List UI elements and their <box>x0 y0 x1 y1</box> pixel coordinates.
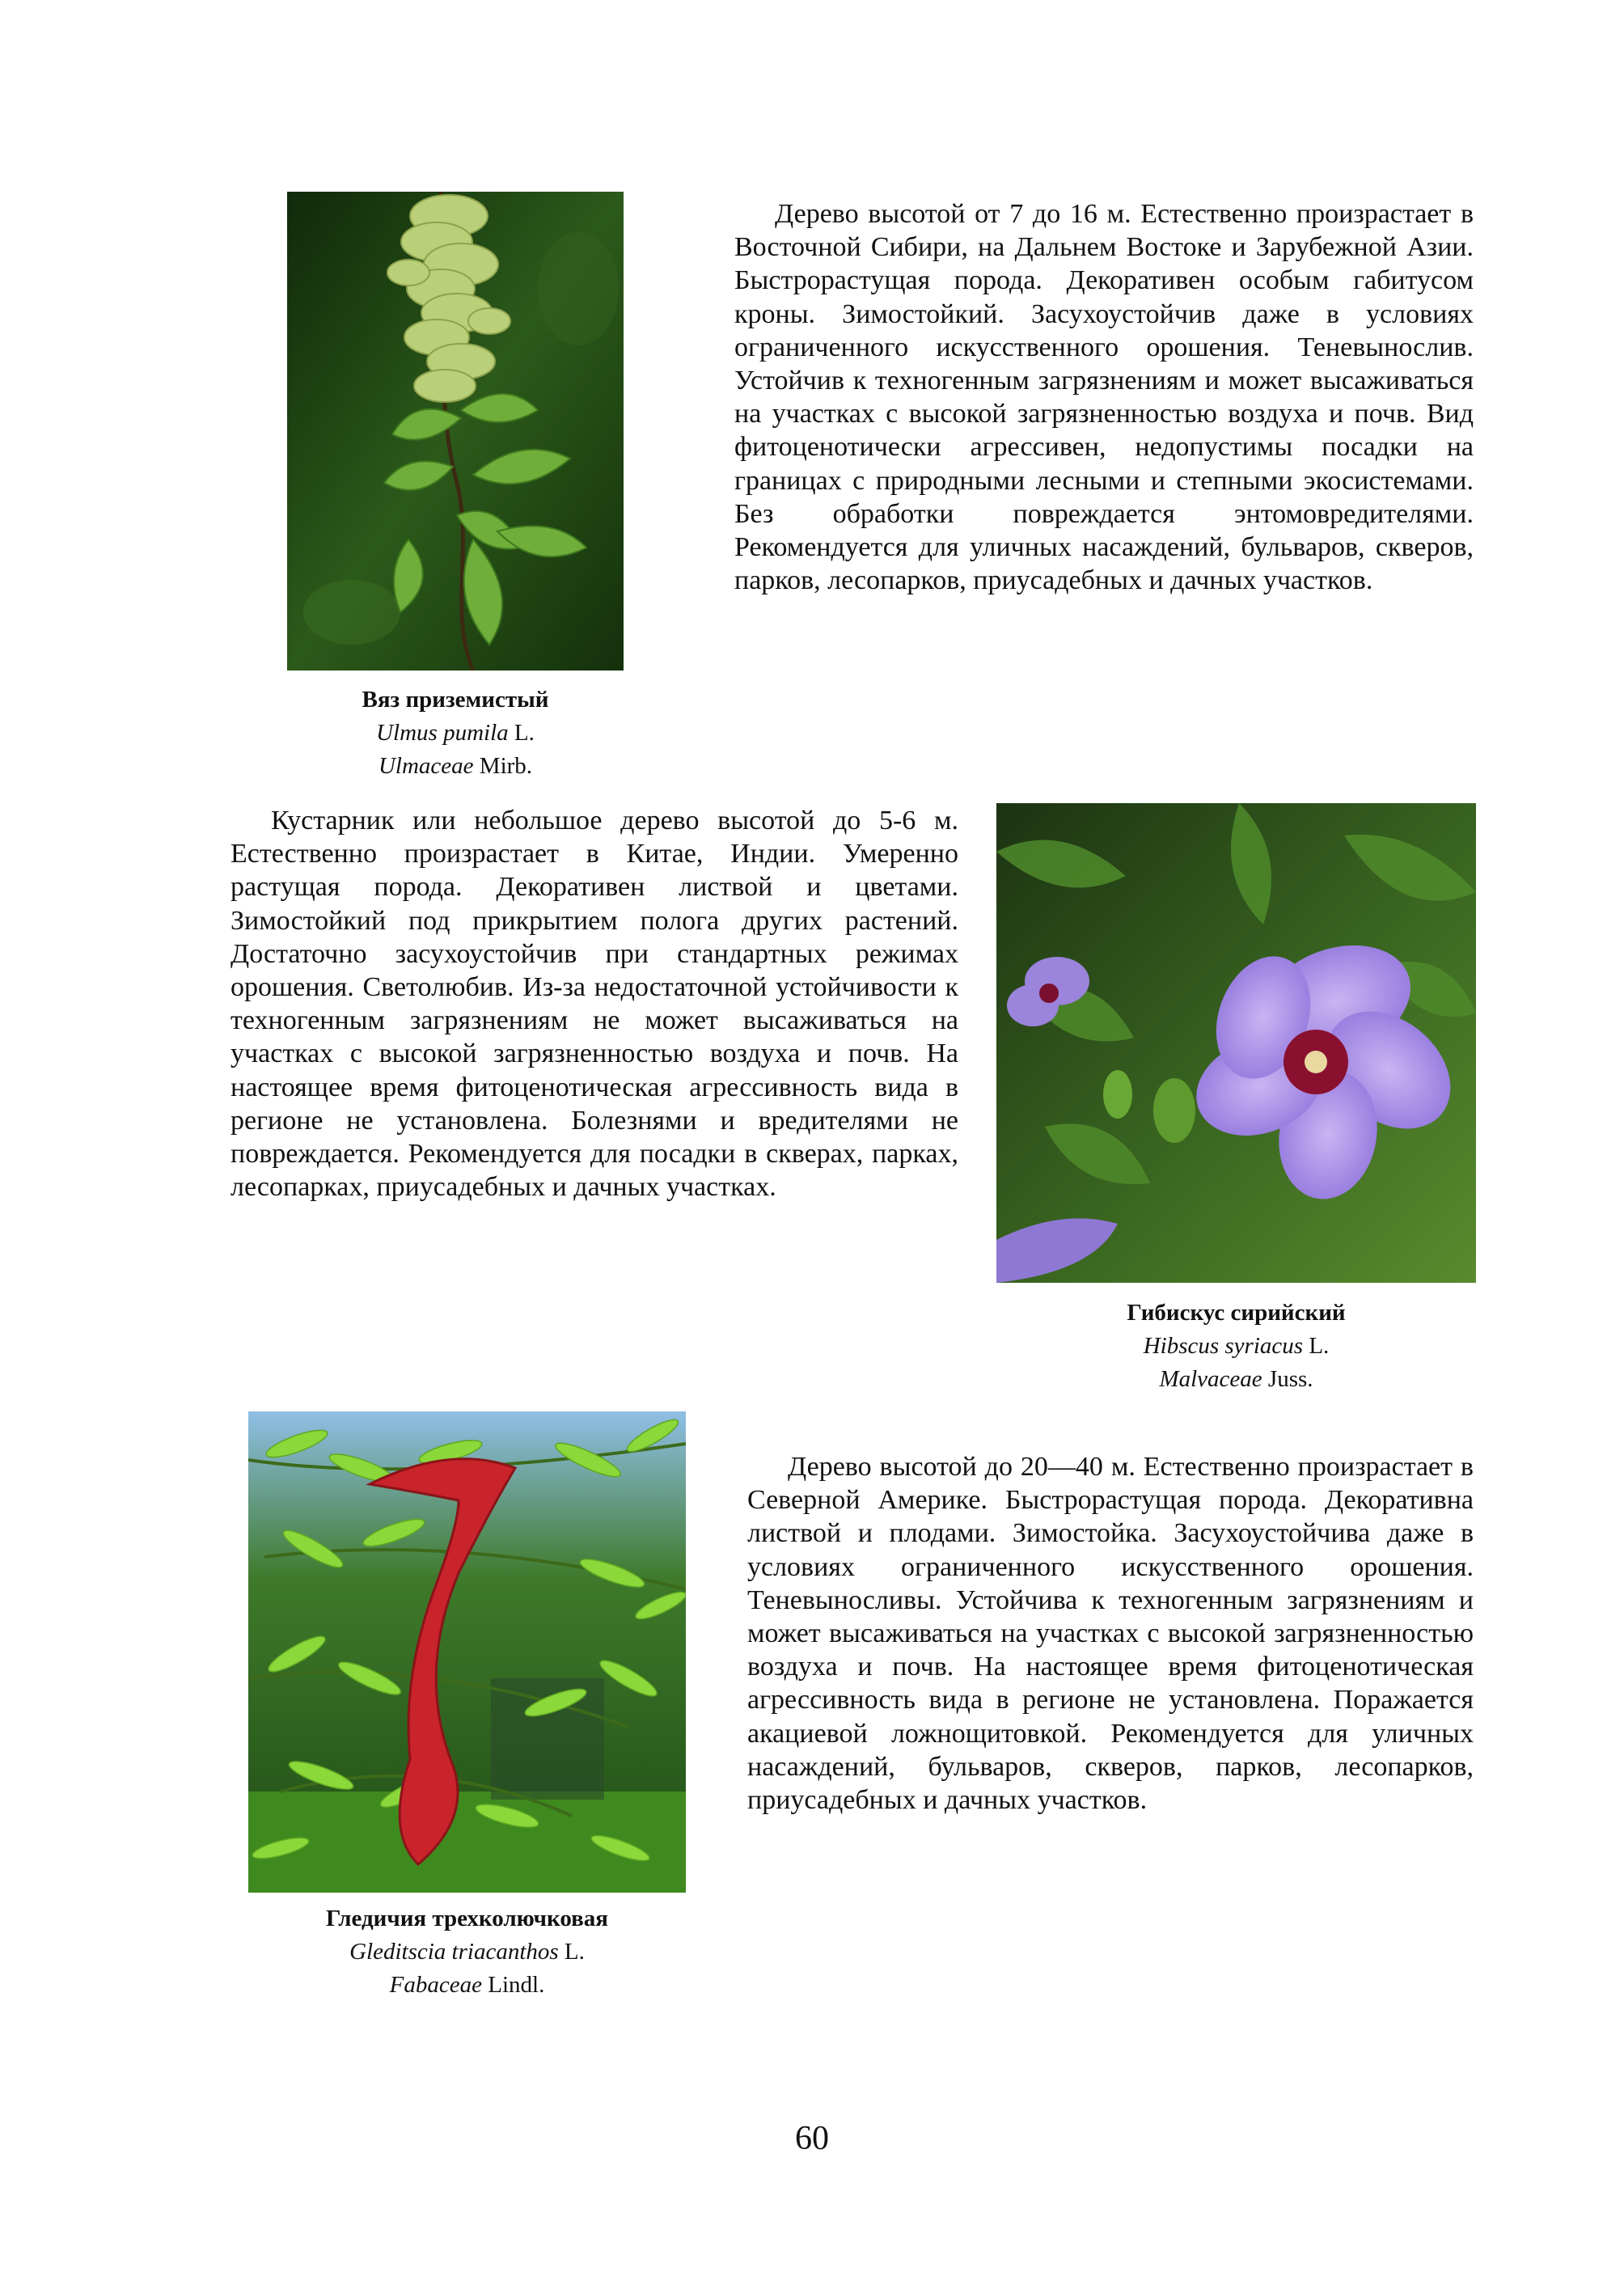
gleditsia-species-author: L. <box>564 1939 585 1965</box>
gleditsia-species: Gleditscia triacanthos <box>349 1939 559 1965</box>
gleditsia-family: Fabaceae <box>389 1972 482 1998</box>
gleditsia-family-author: Lindl. <box>488 1972 545 1998</box>
hibiscus-species: Hibscus syriacus <box>1143 1333 1304 1359</box>
hibiscus-family: Malvaceae <box>1159 1366 1262 1392</box>
gleditsia-common-name: Гледичия трехколючковая <box>326 1906 608 1931</box>
elm-species: Ulmus pumila <box>376 720 509 746</box>
hibiscus-photo <box>996 803 1476 1283</box>
elm-description: Дерево высотой от 7 до 16 м. Естественно произрастает в Восточной Сибири, на Дальнем Востоке и Зарубежной Азии. Быстрорастущая порода. Декоративен особым габитусом кроны. Зимостойкий. Засухоустойчив даже в условиях ограниченного искусственного орошения. Теневынослив. Устойчив к техногенным загрязнениям и может высаживаться на участках с высокой загрязненностью воздуха и почв. Вид фитоценотически агрессивен, недопустимы посадки на границах с природными лесными и степными экосистемами. Без обработки повреждается энтомовредителями. Рекомендуется для уличных насаждений, бульваров, скверов, парков, лесопарков, приусадебных и дачных участков. <box>734 199 1474 596</box>
hibiscus-family-author: Juss. <box>1267 1366 1313 1392</box>
gleditsia-photo <box>248 1411 686 1893</box>
elm-species-author: L. <box>514 720 535 746</box>
elm-caption <box>287 683 624 783</box>
gleditsia-description: Дерево высотой до 20—40 м. Естественно произрастает в Северной Америке. Быстрорастущая порода. Декоративна листвой и плодами. Зимостойка. Засухоустойчива даже в условиях ограниченного искусственного орошения. Теневыносливы. Устойчива к техногенным загрязнениям и может высаживаться на участках с высокой загрязненностью воздуха и почв. На настоящее время фитоценотическая агрессивность вида в регионе не установлена. Поражается акациевой ложнощитовкой. Рекомендуется для уличных насаждений, бульваров, скверов, парков, лесопарков, приусадебных и дачных участков. <box>747 1452 1474 1816</box>
elm-photo <box>287 192 624 671</box>
hibiscus-description: Кустарник или небольшое дерево высотой до 5-6 м. Естественно произрастает в Китае, Индии. Умеренно растущая порода. Декоративен листвой и цветами. Зимостойкий под прикрытием полога других растений. Достаточно засухоустойчив при стандартных режимах орошения. Светолюбив. Из-за недостаточной устойчивости к техногенным загрязнениям не может высаживаться на участках с высокой загрязненностью воздуха и почв. На настоящее время фитоценотическая агрессивность вида в регионе не установлена. Болезнями и вредителями не повреждается. Рекомендуется для посадки в скверах, парках, лесопарках, приусадебных и дачных участках. <box>230 806 958 1203</box>
hibiscus-common-name: Гибискус сирийский <box>1127 1300 1346 1326</box>
elm-family-author: Mirb. <box>479 753 533 779</box>
page-number: 60 <box>795 2120 829 2157</box>
hibiscus-caption <box>996 1297 1476 1396</box>
hibiscus-species-author: L. <box>1309 1333 1330 1359</box>
elm-family: Ulmaceae <box>378 753 474 779</box>
elm-common-name: Вяз приземистый <box>362 687 549 713</box>
gleditsia-caption <box>248 1902 686 2002</box>
